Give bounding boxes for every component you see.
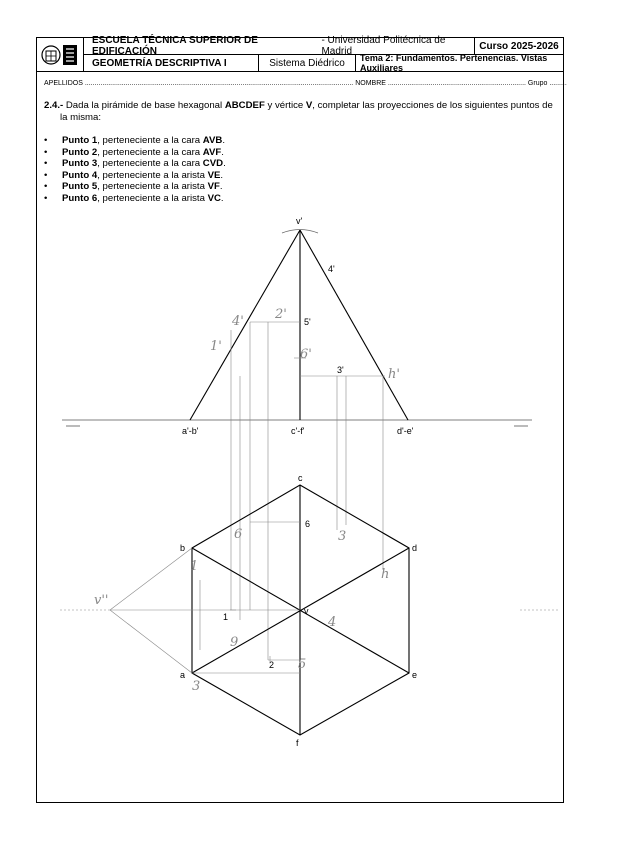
point-text: , perteneciente a la cara	[97, 135, 203, 146]
point-ref: CVD	[202, 158, 224, 170]
point-ref: AVF	[202, 146, 222, 158]
pencil-4: 4	[328, 615, 337, 630]
label-6: 6	[305, 519, 311, 529]
pencil-h-prime: h'	[388, 367, 400, 382]
point-text: , perteneciente a la cara	[97, 146, 203, 158]
label-3-prime: 3'	[337, 365, 344, 375]
point-ref: VE	[207, 169, 221, 181]
label-4-prime: 4'	[328, 264, 335, 274]
point-end: .	[219, 181, 223, 193]
pencil-6: 6	[234, 527, 243, 542]
subject-name: GEOMETRÍA DESCRIPTIVA I	[92, 57, 227, 69]
university-name: - Universidad Politécnica de Madrid	[321, 35, 446, 57]
point-label: Punto 4	[62, 169, 98, 181]
apellidos-field[interactable]: APELLIDOS ..........................................................................................................................................	[44, 80, 354, 87]
topic-name: Tema 2: Fundamentos. Pertenencias. Vistas Auxiliares	[360, 53, 548, 73]
elevation-view	[190, 230, 408, 421]
nombre-field[interactable]: NOMBRE .......................................................................	[355, 80, 526, 87]
label-d: d	[412, 543, 418, 553]
pencil-1: 1	[190, 559, 199, 574]
pencil-3b: 3	[192, 679, 201, 694]
point-text: , perteneciente a la arista	[97, 169, 208, 181]
statement-text-1: Dada la pirámide de base hexagonal	[65, 100, 223, 111]
label-a: a	[180, 670, 186, 680]
pencil-h: h	[381, 567, 390, 582]
label-v-prime: v'	[296, 216, 303, 226]
label-c: c	[298, 473, 303, 483]
statement-text-4: la misma:	[60, 112, 102, 123]
pencil-4-prime: 4'	[232, 314, 244, 329]
point-label: Punto 2	[62, 146, 98, 158]
edge-ve	[300, 230, 408, 420]
course-year: Curso 2025-2026	[479, 40, 559, 52]
point-text: , perteneciente a la arista	[97, 192, 208, 204]
grupo-field[interactable]: Grupo .........	[527, 80, 567, 87]
pencil-9: 9	[230, 635, 239, 650]
label-5-prime: 5'	[304, 317, 311, 327]
label-v: v	[304, 606, 309, 616]
label-1: 1	[223, 612, 229, 622]
edge-va	[190, 230, 300, 420]
label-de-prime: d'-e'	[397, 426, 414, 436]
point-end: .	[222, 135, 226, 146]
pencil-2-prime: 2'	[275, 307, 287, 322]
point-ref: AVB	[202, 135, 223, 146]
point-text: , perteneciente a la arista	[97, 181, 208, 193]
label-cf-prime: c'-f'	[291, 426, 305, 436]
pencil-5: 5	[298, 657, 307, 672]
exercise-number: 2.4.-	[44, 100, 64, 111]
point-ref: VF	[207, 181, 220, 193]
pencil-6-prime: 6'	[300, 347, 312, 362]
point-end: .	[220, 169, 224, 181]
pencil-v-double-prime: v''	[94, 593, 109, 608]
point-ref: VC	[207, 192, 221, 204]
school-name: ESCUELA TÉCNICA SUPERIOR DE EDIFICACIÓN	[92, 35, 258, 57]
statement-text-3: , completar las proyecciones de los siguientes puntos de	[312, 100, 553, 111]
label-f: f	[296, 738, 299, 748]
point-text: , perteneciente a la cara	[97, 158, 203, 170]
label-2: 2	[269, 660, 275, 670]
label-e: e	[412, 670, 418, 680]
label-b: b	[180, 543, 186, 553]
point-label: Punto 6	[62, 192, 98, 204]
pencil-3: 3	[338, 529, 347, 544]
point-end: .	[221, 146, 224, 158]
point-label: Punto 3	[62, 158, 98, 170]
point-label: Punto 1	[62, 135, 98, 146]
point-label: Punto 5	[62, 181, 98, 193]
point-end: .	[220, 192, 224, 204]
system-name: Sistema Diédrico	[269, 57, 345, 69]
label-ab-prime: a'-b'	[182, 426, 199, 436]
statement-vertex: V	[305, 100, 313, 111]
plan-constructions	[60, 522, 560, 673]
statement-text-2: y vértice	[267, 100, 304, 111]
point-end: .	[223, 158, 226, 170]
statement-base: ABCDEF	[224, 100, 265, 111]
pencil-1-prime: 1'	[210, 339, 222, 354]
